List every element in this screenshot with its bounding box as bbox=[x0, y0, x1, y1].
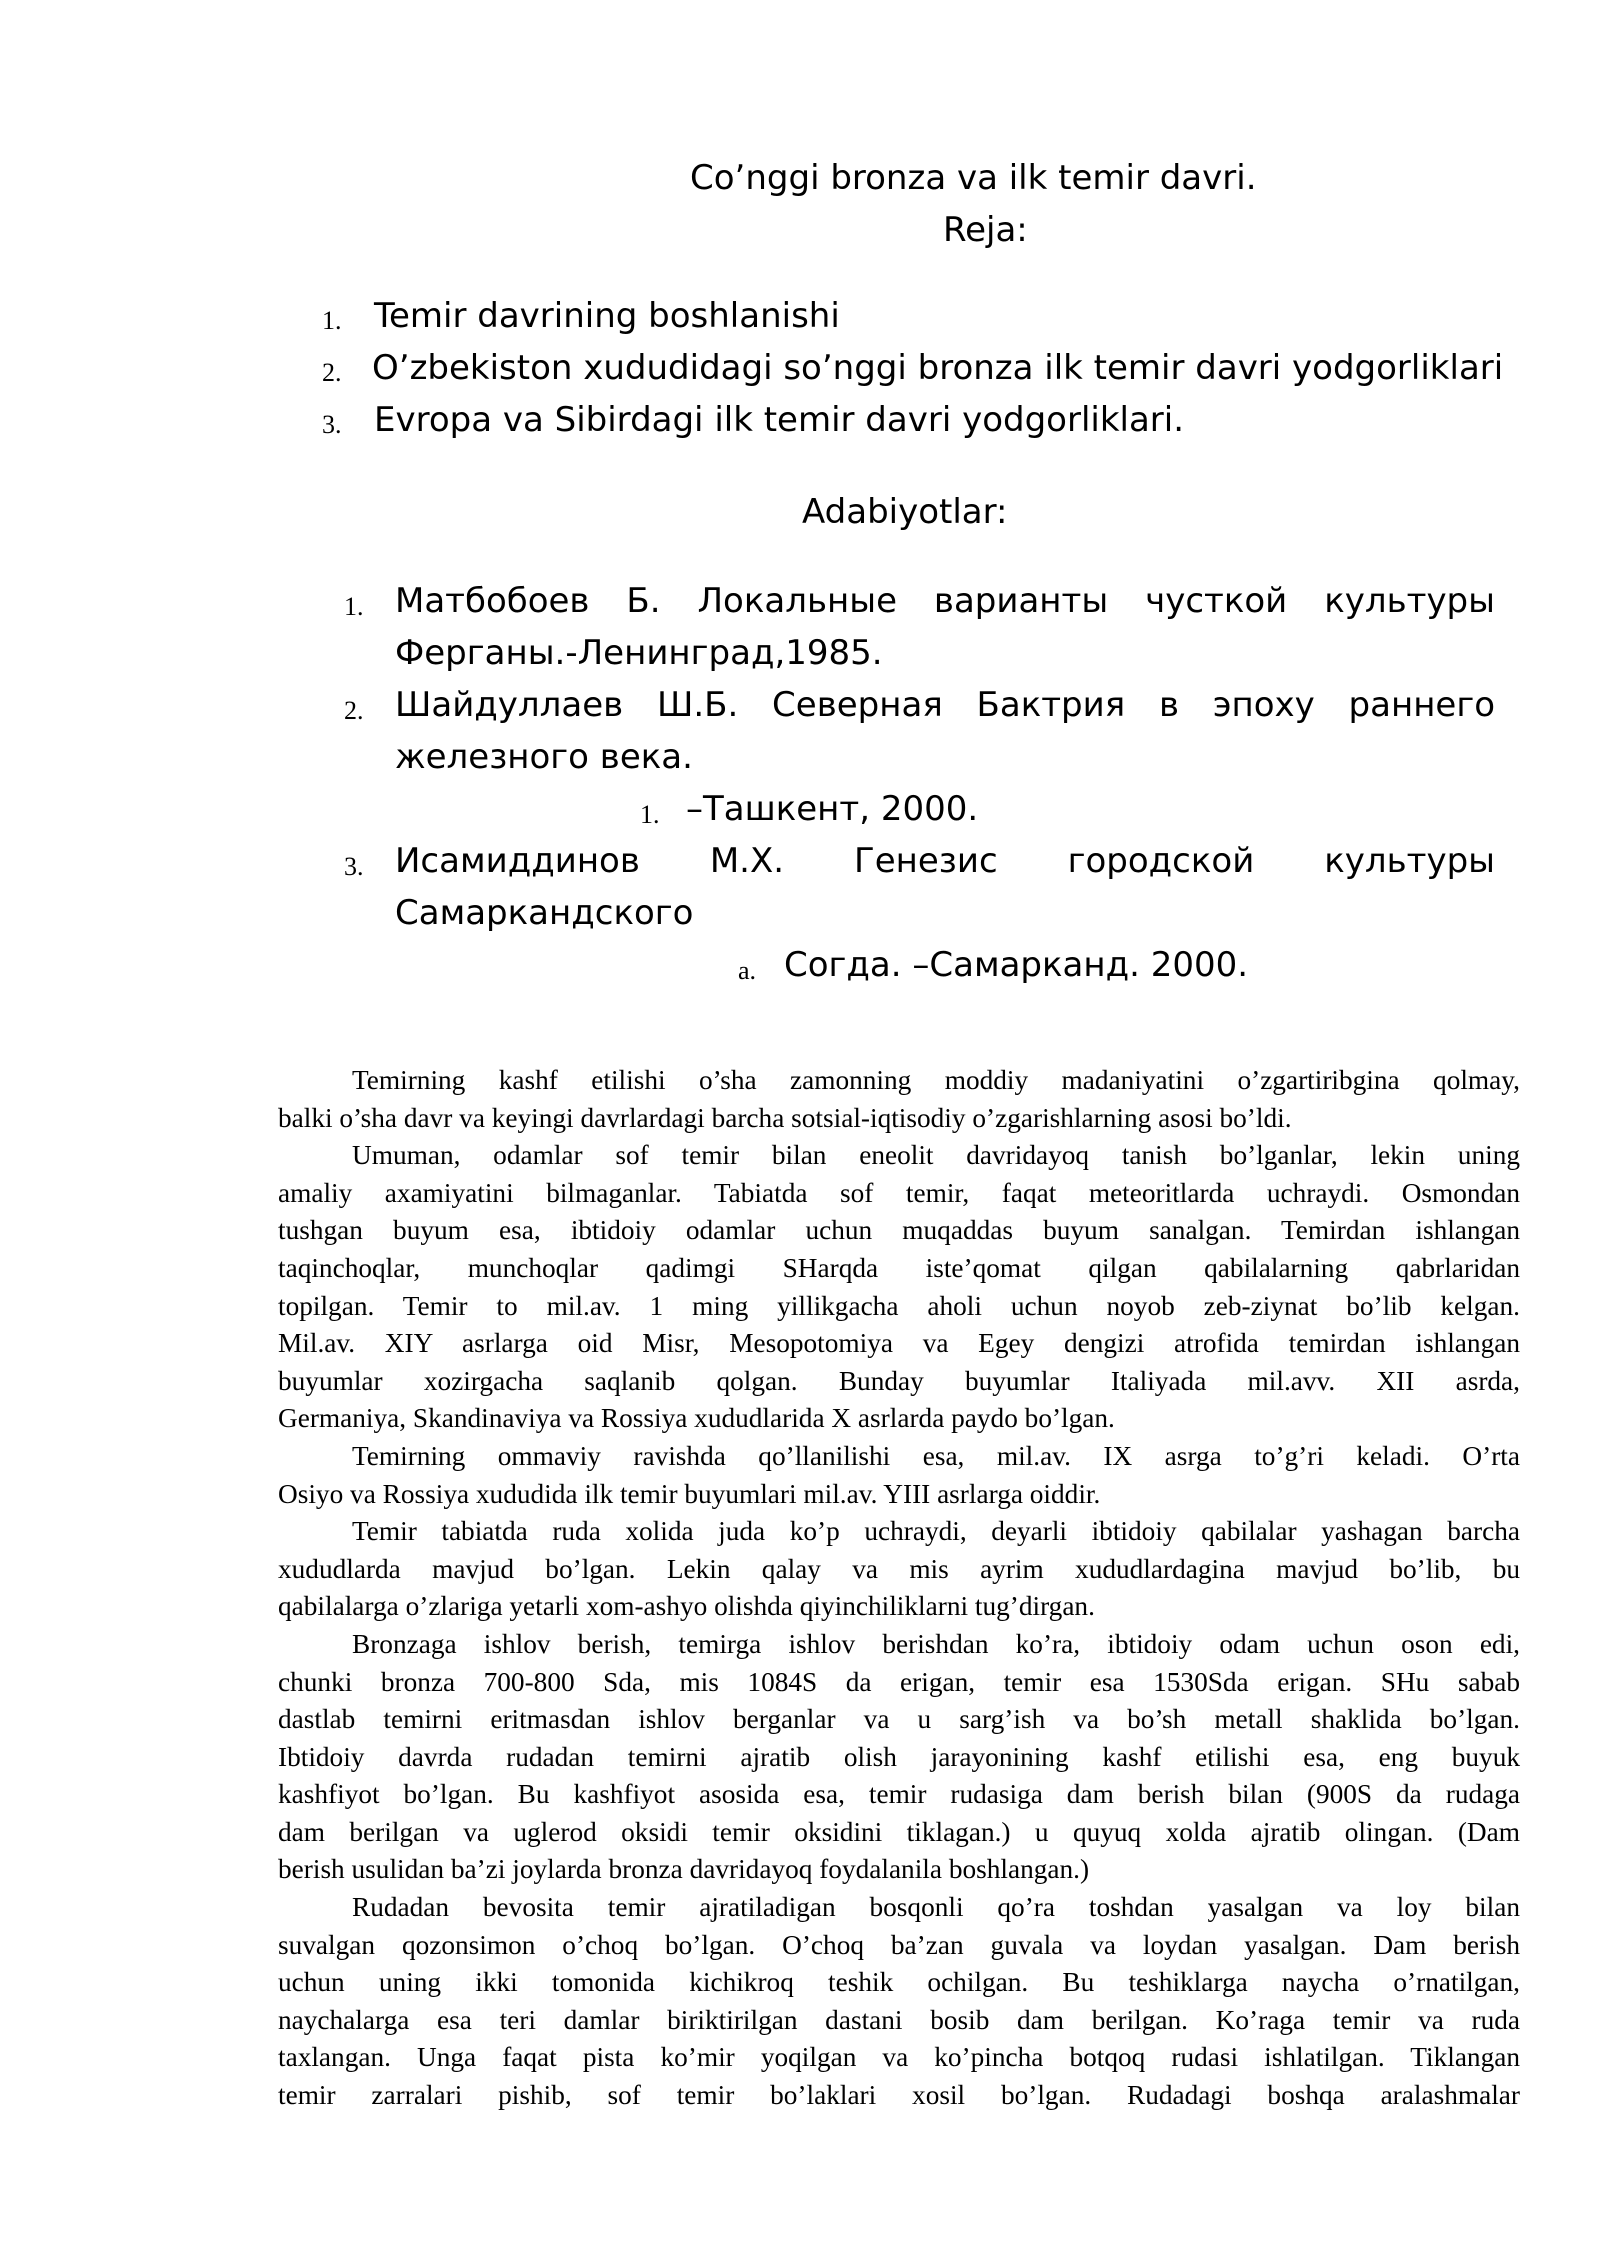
body-line: berish usulidan ba’zi joylarda bronza davridayoq foydalanila boshlangan.) bbox=[278, 1854, 1090, 1885]
literature-item-line: Ферганы.-Ленинград,1985. bbox=[395, 633, 883, 673]
body-line: Osiyo va Rossiya xududida ilk temir buyumlari mil.av. YIII asrlarga oiddir. bbox=[278, 1478, 1101, 1509]
plan-heading: Reja: bbox=[943, 210, 1028, 250]
body-line: uchun uning ikki tomonida kichikroq teshik ochilgan. Bu teshiklarga naycha o’rnatilgan, bbox=[278, 1967, 1520, 1998]
plan-item-text: O’zbekiston xududidagi so’nggi bronza ilk temir davri yodgorliklari bbox=[372, 348, 1504, 388]
literature-item-number: 1. bbox=[344, 592, 364, 621]
literature-item-line: Шайдуллаев Ш.Б. Северная Бактрия в эпоху раннего bbox=[395, 685, 1495, 725]
literature-item-line: Согда. –Самарканд. 2000. bbox=[784, 945, 1249, 985]
body-paragraph bbox=[278, 1626, 1520, 1889]
body-paragraph bbox=[278, 1889, 1520, 2115]
body-line: amaliy axamiyatini bilmaganlar. Tabiatda sof temir, faqat meteoritlarda uchraydi. Osmondan bbox=[278, 1177, 1520, 1208]
literature-item-number: 3. bbox=[344, 852, 364, 881]
body-line: suvalgan qozonsimon o’choq bo’lgan. O’choq ba’zan guvala va loydan yasalgan. Dam berish bbox=[278, 1929, 1520, 1960]
literature-item-line: железного века. bbox=[395, 737, 693, 777]
body-line: naychalarga esa teri damlar biriktirilgan dastani bosib dam berilgan. Ko’raga temir va ruda bbox=[278, 2004, 1520, 2035]
document-title: Co’nggi bronza va ilk temir davri. bbox=[690, 158, 1257, 198]
body-line: Ibtidoiy davrda rudadan temirni ajratib olish jarayonining kashf etilishi esa, eng buyuk bbox=[278, 1741, 1520, 1772]
body-line: temir zarralari pishib, sof temir bo’laklari xosil bo’lgan. Rudadagi boshqa aralashmalar bbox=[278, 2080, 1520, 2111]
body-line: buyumlar xozirgacha saqlanib qolgan. Bunday buyumlar Italiyada mil.avv. XII asrda, bbox=[278, 1365, 1520, 1396]
body-line: topilgan. Temir to mil.av. 1 ming yillikgacha aholi uchun noyob zeb-ziynat bo’lib kelgan. bbox=[278, 1290, 1520, 1321]
literature-item-number: 2. bbox=[344, 696, 364, 725]
body-line: xududlarda mavjud bo’lgan. Lekin qalay va mis ayrim xududlardagina mavjud bo’lib, bu bbox=[278, 1553, 1520, 1584]
literature-item-line: –Ташкент, 2000. bbox=[686, 789, 979, 829]
body-line: balki o’sha davr va keyingi davrlardagi barcha sotsial-iqtisodiy o’zgarishlarning asosi bo’ldi. bbox=[278, 1102, 1292, 1133]
body-line: chunki bronza 700-800 Sda, mis 1084S da erigan, temir esa 1530Sda erigan. SHu sabab bbox=[278, 1666, 1520, 1697]
body-line: Rudadan bevosita temir ajratiladigan bosqonli qo’ra toshdan yasalgan va loy bilan bbox=[352, 1892, 1520, 1923]
body-line: dam berilgan va uglerod oksidi temir oksidini tiklagan.) u quyuq xolda ajratib olingan. (Dam bbox=[278, 1816, 1520, 1847]
body-text bbox=[278, 1062, 1520, 2115]
body-line: taxlangan. Unga faqat pista ko’mir yoqilgan va ko’pincha botqoq rudasi ishlatilgan. Tiklangan bbox=[278, 2042, 1520, 2073]
literature-item-line: Исамиддинов М.Х. Генезис городской культуры bbox=[395, 841, 1495, 881]
body-line: Temirning ommaviy ravishda qo’llanilishi esa, mil.av. IX asrga to’g’ri keladi. O’rta bbox=[352, 1440, 1520, 1471]
plan-item-text: Temir davrining boshlanishi bbox=[374, 296, 840, 336]
plan-item-number: 3. bbox=[322, 410, 342, 439]
body-line: kashfiyot bo’lgan. Bu kashfiyot asosida esa, temir rudasiga dam berish bilan (900S da rudaga bbox=[278, 1779, 1520, 1810]
body-line: Umuman, odamlar sof temir bilan eneolit davridayoq tanish bo’lganlar, lekin uning bbox=[352, 1140, 1520, 1171]
literature-heading: Adabiyotlar: bbox=[802, 492, 1008, 532]
literature-item-line: Матбобоев Б. Локальные варианты чусткой культуры bbox=[395, 581, 1495, 621]
literature-item-line: Самаркандского bbox=[395, 893, 694, 933]
body-line: Temirning kashf etilishi o’sha zamonning moddiy madaniyatini o’zgartiribgina qolmay, bbox=[352, 1065, 1520, 1095]
plan-item-number: 1. bbox=[322, 306, 342, 335]
literature-item-number: a. bbox=[738, 956, 757, 985]
body-line: tushgan buyum esa, ibtidoiy odamlar uchun muqaddas buyum sanalgan. Temirdan ishlangan bbox=[278, 1215, 1520, 1246]
body-line: Germaniya, Skandinaviya va Rossiya xududlarida X asrlarda paydo bo’lgan. bbox=[278, 1403, 1115, 1434]
body-paragraph bbox=[278, 1137, 1520, 1438]
body-paragraph bbox=[278, 1513, 1520, 1626]
body-paragraph bbox=[278, 1438, 1520, 1513]
plan-item-text: Evropa va Sibirdagi ilk temir davri yodgorliklari. bbox=[374, 400, 1185, 440]
body-line: taqinchoqlar, munchoqlar qadimgi SHarqda iste’qomat qilgan qabilalarning qabrlaridan bbox=[278, 1252, 1520, 1283]
body-line: Bronzaga ishlov berish, temirga ishlov berishdan ko’ra, ibtidoiy odam uchun oson edi, bbox=[352, 1628, 1520, 1659]
plan-item-number: 2. bbox=[322, 358, 342, 387]
body-line: Mil.av. XIY asrlarga oid Misr, Mesopotomiya va Egey dengizi atrofida temirdan ishlangan bbox=[278, 1328, 1520, 1359]
body-line: dastlab temirni eritmasdan ishlov berganlar va u sarg’ish va bo’sh metall shaklida bo’lgan. bbox=[278, 1704, 1520, 1735]
literature-item-number: 1. bbox=[640, 800, 660, 829]
body-line: qabilalarga o’zlariga yetarli xom-ashyo olishda qiyinchiliklarni tug’dirgan. bbox=[278, 1591, 1095, 1622]
body-paragraph bbox=[278, 1062, 1520, 1137]
body-line: Temir tabiatda ruda xolida juda ko’p uchraydi, deyarli ibtidoiy qabilalar yashagan barcha bbox=[352, 1516, 1520, 1547]
